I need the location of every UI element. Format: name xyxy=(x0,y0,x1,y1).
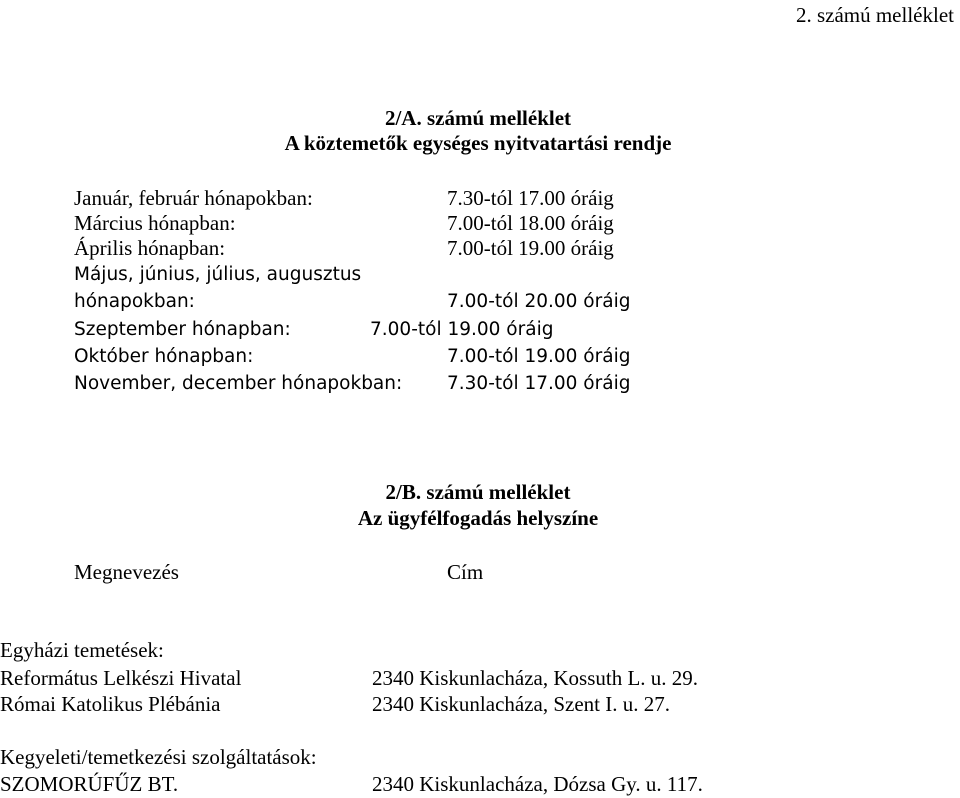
group-heading: Kegyeleti/temetkezési szolgáltatások: xyxy=(0,745,317,769)
period-label: Szeptember hónapban: xyxy=(74,319,291,340)
location-address: 2340 Kiskunlacháza, Szent I. u. 27. xyxy=(372,692,671,716)
period-label: hónapokban: xyxy=(74,291,195,312)
opening-hours: 7.00-tól 19.00 óráig xyxy=(370,319,554,340)
opening-hours: 7.00-tól 19.00 óráig xyxy=(447,236,614,260)
location-address: 2340 Kiskunlacháza, Dózsa Gy. u. 117. xyxy=(372,772,703,796)
opening-hours: 7.00-tól 19.00 óráig xyxy=(447,346,631,367)
period-label: November, december hónapokban: xyxy=(74,373,403,394)
section-b-number: 2/B. számú melléklet xyxy=(385,480,571,504)
column-header-address: Cím xyxy=(447,560,484,584)
location-name: SZOMORÚFŰZ BT. xyxy=(0,772,179,796)
column-header-name: Megnevezés xyxy=(74,560,179,584)
location-name: Római Katolikus Plébánia xyxy=(0,692,221,716)
section-b-title: Az ügyfélfogadás helyszíne xyxy=(357,506,599,530)
section-a-number: 2/A. számú melléklet xyxy=(384,106,572,130)
opening-hours: 7.30-tól 17.00 óráig xyxy=(447,373,631,394)
section-a-title: A köztemetők egységes nyitvatartási rendje xyxy=(284,131,672,155)
opening-hours: 7.30-tól 17.00 óráig xyxy=(447,186,614,210)
period-label: Március hónapban: xyxy=(74,211,236,235)
period-label: Január, február hónapokban: xyxy=(74,186,313,210)
period-label: Április hónapban: xyxy=(74,236,226,260)
period-label: Október hónapban: xyxy=(74,346,254,367)
location-address: 2340 Kiskunlacháza, Kossuth L. u. 29. xyxy=(372,666,699,690)
group-heading: Egyházi temetések: xyxy=(0,638,164,662)
opening-hours: 7.00-tól 18.00 óráig xyxy=(447,211,614,235)
period-label-line1: Május, június, július, augusztus xyxy=(74,264,362,285)
opening-hours: 7.00-tól 20.00 óráig xyxy=(447,291,631,312)
location-name: Református Lelkészi Hivatal xyxy=(0,666,242,690)
annex-label: 2. számú melléklet xyxy=(795,3,954,27)
